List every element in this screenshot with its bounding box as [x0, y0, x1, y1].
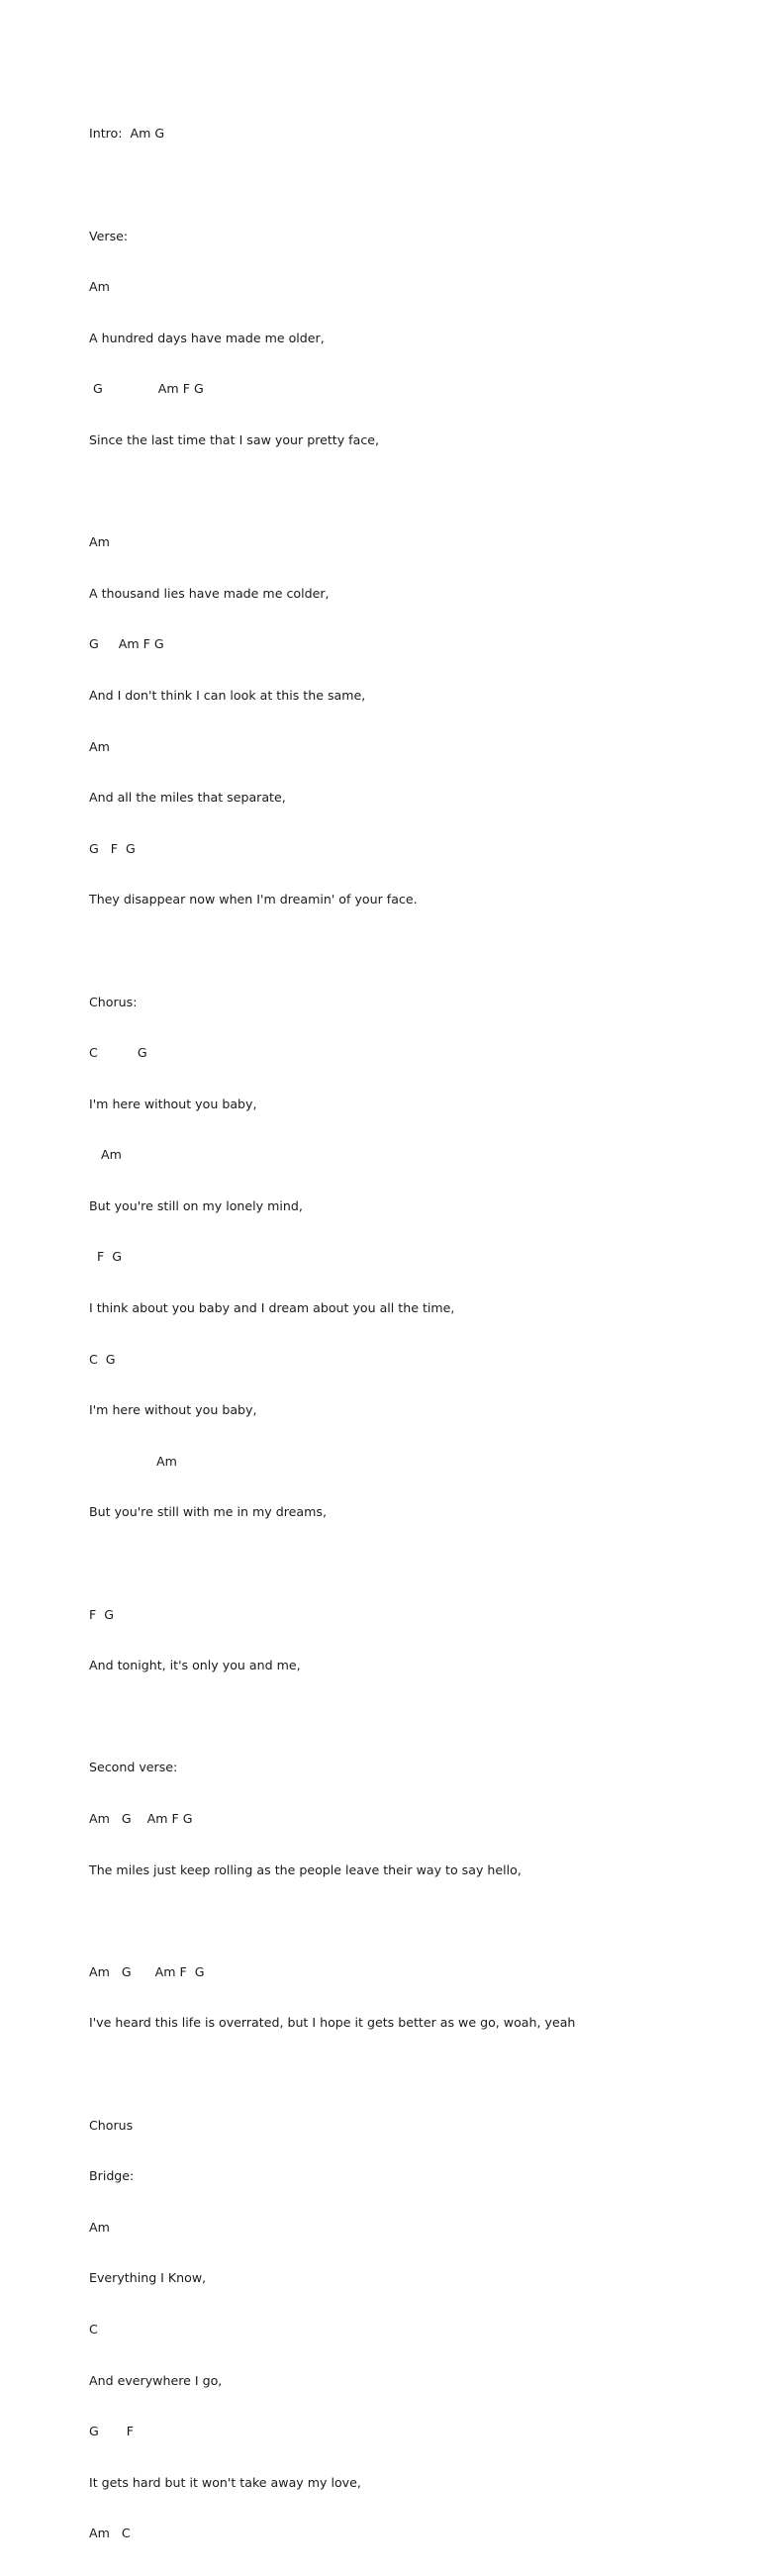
chord-line: Am G Am F G [89, 1811, 193, 1826]
lyric-line: A hundred days have made me older, [89, 330, 325, 345]
lyric-line: Everything I Know, [89, 2270, 207, 2286]
lyric-line: But you're still with me in my dreams, [89, 1504, 327, 1520]
chord-sheet [89, 91, 742, 2576]
chord-line: C G [89, 1045, 147, 1061]
intro-line: Intro: Am G [89, 126, 165, 142]
blank-line [89, 2065, 742, 2082]
lyric-line: And I don't think I can look at this the same, [89, 687, 366, 703]
chord-line: C G [89, 1351, 116, 1367]
lyric-line: And tonight, it's only you and me, [89, 1658, 301, 1673]
lyric-line: A thousand lies have made me colder, [89, 585, 330, 601]
chord-line: Am [89, 279, 110, 295]
chord-line: Am [89, 1453, 177, 1469]
chord-line: Am [89, 738, 110, 754]
chord-line: F G [89, 1249, 123, 1265]
blank-line [89, 1708, 742, 1725]
lyric-line: I'm here without you baby, [89, 1096, 257, 1111]
lyric-line: The miles just keep rolling as the people leave their way to say hello, [89, 1861, 522, 1877]
lyric-line: And everywhere I go, [89, 2372, 223, 2388]
chord-line: G F G [89, 840, 136, 856]
chord-line: Am [89, 534, 110, 550]
chord-line: Am C [89, 2526, 131, 2541]
chord-line: Am G Am F G [89, 1963, 205, 1979]
chorus-label: Chorus [89, 2117, 134, 2133]
lyric-line: They disappear now when I'm dreamin' of your face. [89, 892, 418, 907]
chord-line: Am [89, 1147, 122, 1163]
chorus-heading: Chorus: [89, 994, 138, 1009]
lyric-line: It gets hard but it won't take away my love, [89, 2474, 361, 2490]
chord-line: C [89, 2321, 98, 2337]
chord-line: G Am F G [89, 381, 204, 397]
chord-line: G Am F G [89, 636, 164, 652]
blank-line [89, 1555, 742, 1572]
second-verse-heading: Second verse: [89, 1760, 178, 1775]
lyric-line: I'm here without you baby, [89, 1402, 257, 1418]
blank-line [89, 176, 742, 193]
chord-line: Am [89, 2219, 110, 2235]
blank-line [89, 942, 742, 959]
blank-line [89, 1912, 742, 1929]
lyric-line: But you're still on my lonely mind, [89, 1197, 303, 1213]
chord-line: F G [89, 1606, 115, 1622]
bridge-heading: Bridge: [89, 2168, 135, 2184]
lyric-line: And all the miles that separate, [89, 790, 286, 806]
verse-heading: Verse: [89, 228, 129, 243]
blank-line [89, 483, 742, 500]
chord-line: G F [89, 2424, 135, 2439]
lyric-line: Since the last time that I saw your pretty face, [89, 431, 379, 447]
lyric-line: I've heard this life is overrated, but I hope it gets better as we go, woah, yeah [89, 2015, 576, 2031]
lyric-line: I think about you baby and I dream about you all the time, [89, 1300, 455, 1316]
